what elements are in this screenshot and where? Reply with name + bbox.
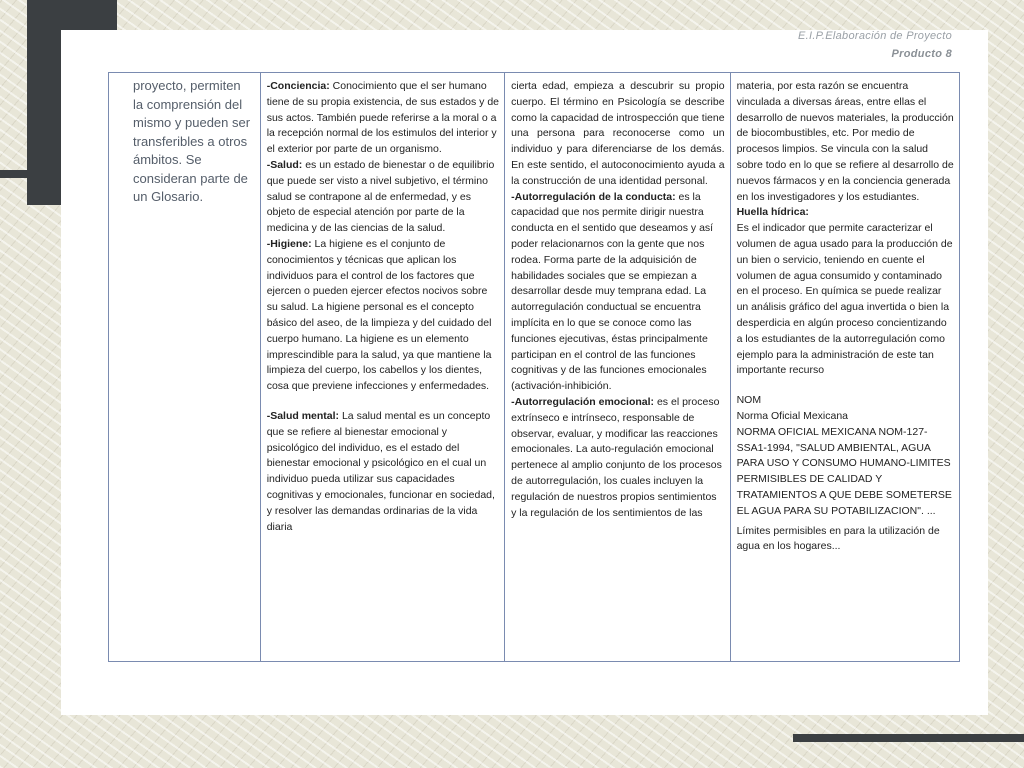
term-huella-hidrica	[737, 205, 954, 221]
column-1-text: proyecto, permiten la comprensión del mismo y pueden ser transferibles a otros ámbitos. Se consideran parte de un Glosario.	[133, 78, 251, 204]
spacer	[737, 379, 954, 393]
text-autoconocimiento: cierta edad, empieza a descubrir su propio cuerpo. El término en Psicología se describe como la capacidad de introspección que tiene una persona para reconocerse como un individuo y para diferenciarse de los demás. En este sentido, el autoconocimiento ayuda a la construcción de una identidad personal.	[511, 80, 725, 187]
decorative-bar-bottom	[793, 734, 1024, 742]
entry-autorregulacion-conducta	[511, 190, 724, 395]
glossary-table	[108, 72, 960, 662]
table-column-2	[261, 73, 505, 661]
entry-salud	[267, 158, 499, 237]
term-salud-mental: -Salud mental:	[266, 409, 340, 422]
entry-salud-mental	[267, 409, 499, 535]
entry-higiene	[267, 237, 499, 395]
entry-autorregulacion-emocional	[511, 395, 724, 521]
term-autorregulacion-emocional: -Autorregulación emocional:	[511, 395, 655, 408]
term-higiene: -Higiene:	[266, 237, 312, 250]
term-autorregulacion-conducta: -Autorregulación de la conducta:	[511, 190, 676, 203]
definition-autorregulacion-conducta: es la capacidad que nos permite dirigir nuestra conducta en el sentido que deseamos y así poder relacionarnos con la gente que nos rodea. Forma parte de la adquisición de habilidades sociales que se empiezan a desarrollar desde muy temprana edad. La autorregulación conductual se encuentra implícita en lo que se conoce como las funciones ejecutivas, éstas principalmente participan en el control de las funciones cognitivas y de las funciones emocionales (activación-inhibición.	[511, 190, 714, 393]
table-column-4	[731, 73, 959, 661]
definition-autorregulacion-emocional: es el proceso extrínseco e intrínseco, responsable de observar, evaluar, y modificar las reacciones emocionales. La auto-regulación emocional pertenece al amplio conjunto de los procesos de autorregulación, los cuales incluyen la regulación de nuestros propios sentimientos y la regulación de los sentimientos de las	[511, 395, 722, 519]
definition-huella-hidrica: Es el indicador que permite caracterizar el volumen de agua usado para la producción de un bien o servicio, teniendo en cuente el volumen de agua consumido y contaminado en el proceso. En química se puede realizar un análisis gráfico del agua invertida o bien la desperdicia en algún proceso concientizando a los estudiantes de la autorregulación como ejemplo para la administración de este tan importante recurso	[736, 222, 953, 377]
definition-salud-mental: La salud mental es un concepto que se refiere al bienestar emocional y psicológico del individuo, es el estado del bienestar emocional y psicológico en el cual un individuo pueda utilizar sus capacidades cognitivas y emocionales, funcionar en sociedad, y resolver las demandas ordinarias de la vida diaria	[266, 409, 495, 533]
table-column-1	[109, 73, 261, 661]
nom-standard-text: NORMA OFICIAL MEXICANA NOM-127-SSA1-1994, "SALUD AMBIENTAL, AGUA PARA USO Y CONSUMO HUMANO-LIMITES PERMISIBLES DE CALIDAD Y TRATAMIENTOS A QUE DEBE SOMETERSE EL AGUA PARA SU POTABILIZACION". ...	[736, 425, 952, 517]
header-product-label: Producto 8	[891, 48, 952, 60]
definition-conciencia: Conocimiento que el ser humano tiene de su propia existencia, de sus estados y de sus actos. También puede referirse a la moral o a la recepción normal de los estimulos del interior y el exterior por parte de un organismo.	[266, 80, 500, 156]
slide-page	[61, 30, 988, 715]
spacer	[267, 395, 499, 409]
limites-permisibles-text: Límites permisibles en para la utilización de agua en los hogares...	[736, 524, 940, 553]
table-column-3	[505, 73, 730, 661]
entry-conciencia	[267, 79, 499, 158]
term-salud: -Salud:	[266, 158, 303, 171]
term-conciencia: -Conciencia:	[266, 80, 330, 92]
nom-full-name: Norma Oficial Mexicana	[736, 409, 849, 422]
definition-salud: es un estado de bienestar o de equilibrio que puede ser visto a nivel subjetivo, el término salud se contrapone al de enfermedad, y es objeto de especial atención por parte de la medicina y de las ciencias de la salud.	[266, 158, 495, 235]
text-quimica: materia, por esta razón se encuentra vinculada a diversas áreas, entre ellas el desarrollo de nuevos materiales, la producción de biocombustibles, etc. Por medio de procesos limpios. Se vincula con la salud sobre todo en lo que se refiere al desarrollo de nuevos fármacos y en la conciencia generada en los investigadores y los estudiantes.	[736, 80, 954, 203]
header-course-title: E.I.P.Elaboración de Proyecto	[797, 30, 952, 42]
definition-higiene: La higiene es el conjunto de conocimientos y técnicas que aplican los individuos para el control de los factores que ejercen o pueden ejercer efectos nocivos sobre su salud. La higiene personal es el concepto básico del aseo, de la limpieza y del cuidado del cuerpo humano. La higiene es un elemento imprescindible para la salud, ya que mantiene la limpieza del cuerpo, los cabellos y los dientes, cosa que previene infecciones y enfermedades.	[266, 237, 492, 393]
term-huella-hidrica-label: Huella hídrica:	[736, 206, 809, 219]
nom-abbreviation: NOM	[736, 394, 762, 407]
decorative-bar-left	[0, 170, 60, 178]
